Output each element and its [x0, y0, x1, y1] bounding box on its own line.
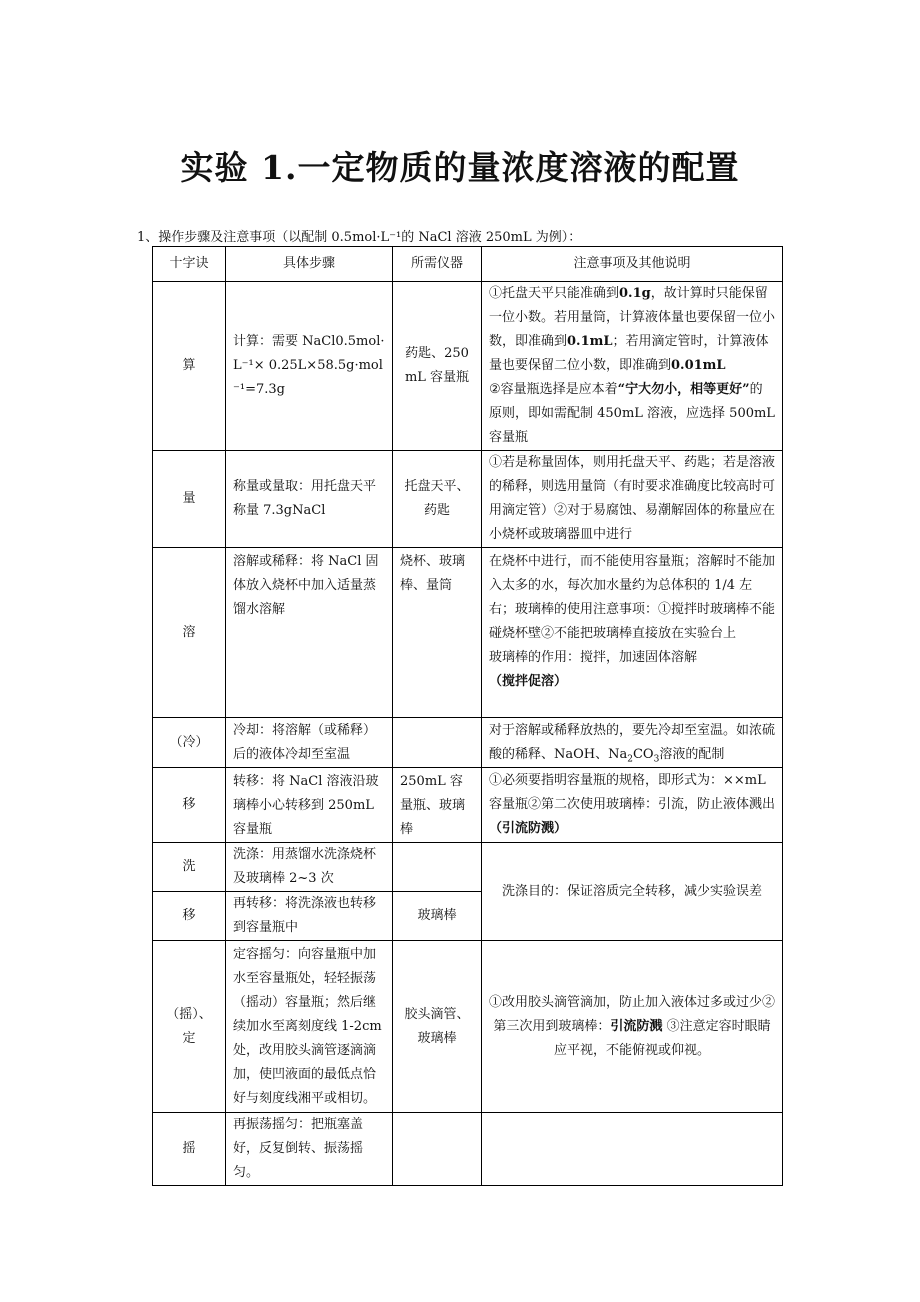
table-row	[153, 718, 783, 768]
row-step: 再振荡摇匀：把瓶塞盖好，反复倒转、振荡摇匀。	[226, 1113, 393, 1186]
note-text: 溶液的配制	[659, 746, 725, 762]
note-bold: 引流防溅	[610, 1018, 663, 1034]
note-bold: 0.01mL	[671, 358, 726, 373]
row-step: 定容摇匀：向容量瓶中加水至容量瓶处，轻轻振荡（摇动）容量瓶；然后继续加水至离刻度线 1-2cm 处，改用胶头滴管逐滴滴加，使凹液面的最低点恰好与刻度线湘平或相切。	[226, 941, 393, 1113]
header-cell: 注意事项及其他说明	[482, 247, 783, 282]
note-text: ①托盘天平只能准确到	[489, 286, 620, 301]
row-step: 洗涤：用蒸馏水洗涤烧杯及玻璃棒 2~3 次	[226, 843, 393, 892]
note-text: 的原则，即如需配制 450mL 溶液，应选择 500mL 容量瓶	[489, 382, 775, 445]
header-cell: 所需仪器	[393, 247, 482, 282]
note-bold: 0.1g	[619, 286, 651, 301]
note-bold: 0.1mL	[567, 334, 613, 349]
row-equipment: 烧杯、玻璃棒、量筒	[393, 548, 482, 718]
row-key: 量	[153, 451, 226, 548]
row-step: 计算：需要 NaCl0.5mol·L⁻¹× 0.25L×58.5g·mol⁻¹=7.3g	[226, 282, 393, 451]
row-note	[482, 768, 783, 843]
note-text: 在烧杯中进行，而不能使用容量瓶；溶解时不能加入太多的水，每次加水量约为总体积的 1/4 左右；玻璃棒的使用注意事项：①搅拌时玻璃棒不能碰烧杯壁②不能把玻璃棒直接放在实验台上	[489, 554, 776, 641]
row-equipment: 250mL 容量瓶、玻璃棒	[393, 768, 482, 843]
note-text: ③注意定容时眼睛应平视，不能俯视或仰视。	[553, 1018, 771, 1058]
row-key: 移	[153, 768, 226, 843]
row-key: 算	[153, 282, 226, 451]
row-note	[482, 941, 783, 1113]
note-text: 对于溶解或稀释放热的，要先冷却至室温。如浓硫酸的稀释、NaOH、Na	[489, 722, 776, 762]
note-text: 玻璃棒的作用：搅拌，加速固体溶解	[489, 650, 698, 665]
row-equipment	[393, 1113, 482, 1186]
row-equipment	[393, 718, 482, 768]
row-key: （冷）	[153, 718, 226, 768]
table-row	[153, 451, 783, 548]
row-note	[482, 718, 783, 768]
row-step: 转移：将 NaCl 溶液沿玻璃棒小心转移到 250mL 容量瓶	[226, 768, 393, 843]
row-note: ①若是称量固体，则用托盘天平、药匙；若是溶液的稀释，则选用量筒（有时要求准确度比较高时可用滴定管）②对于易腐蚀、易潮解固体的称量应在小烧杯或玻璃器皿中进行	[482, 451, 783, 548]
row-note: 洗涤目的：保证溶质完全转移，减少实验误差	[482, 843, 783, 941]
note-text: ；若用滴定管时，计算液体量也要保留二位小数，即准确到	[489, 334, 769, 373]
table-header-row	[153, 247, 783, 282]
header-cell: 具体步骤	[226, 247, 393, 282]
row-equipment	[393, 843, 482, 892]
note-text: ，故计算时只能保留一位小数。若用量筒，计算液体量也要保留一位小数，即准确到	[489, 286, 776, 349]
subscript: 2	[627, 754, 633, 765]
table-row	[153, 843, 783, 892]
row-step: 溶解或稀释：将 NaCl 固体放入烧杯中加入适量蒸馏水溶解	[226, 548, 393, 718]
row-key: 溶	[153, 548, 226, 718]
row-key: 摇	[153, 1113, 226, 1186]
note-bold: （引流防溅）	[489, 821, 568, 836]
row-key: （摇）、定	[153, 941, 226, 1113]
note-text: CO	[632, 746, 654, 762]
subscript: 3	[653, 754, 660, 765]
table-row	[153, 768, 783, 843]
row-equipment: 药匙、250mL 容量瓶	[393, 282, 482, 451]
row-step: 冷却：将溶解（或稀释）后的液体冷却至室温	[226, 718, 393, 768]
note-bold: （搅拌促溶）	[489, 674, 568, 689]
note-text: ②容量瓶选择是应本着	[489, 382, 618, 397]
row-step: 再转移：将洗涤液也转移到容量瓶中	[226, 892, 393, 941]
note-text: ①必须要指明容量瓶的规格，即形式为：××mL 容量瓶②第二次使用玻璃棒：引流，防止液体溅出	[489, 773, 776, 812]
row-equipment: 玻璃棒	[393, 892, 482, 941]
row-equipment: 胶头滴管、玻璃棒	[393, 941, 482, 1113]
row-step: 称量或量取：用托盘天平称量 7.3gNaCl	[226, 451, 393, 548]
header-cell: 十字诀	[153, 247, 226, 282]
row-equipment: 托盘天平、药匙	[393, 451, 482, 548]
note-text: ①改用胶头滴管滴加，防止加入液体过多或过少②第三次用到玻璃棒：	[489, 994, 776, 1034]
table-row	[153, 548, 783, 718]
page-title: 实验 1.一定物质的量浓度溶液的配置	[180, 148, 740, 187]
table-row	[153, 282, 783, 451]
procedure-table	[152, 246, 783, 1186]
row-note	[482, 1113, 783, 1186]
table-row	[153, 1113, 783, 1186]
row-note	[482, 282, 783, 451]
intro-text: 1、操作步骤及注意事项（以配制 0.5mol·L⁻¹的 NaCl 溶液 250mL 为例）：	[137, 230, 582, 245]
row-key: 移	[153, 892, 226, 941]
table-row	[153, 941, 783, 1113]
row-note	[482, 548, 783, 718]
note-bold: “宁大勿小，相等更好”	[617, 382, 750, 397]
row-key: 洗	[153, 843, 226, 892]
